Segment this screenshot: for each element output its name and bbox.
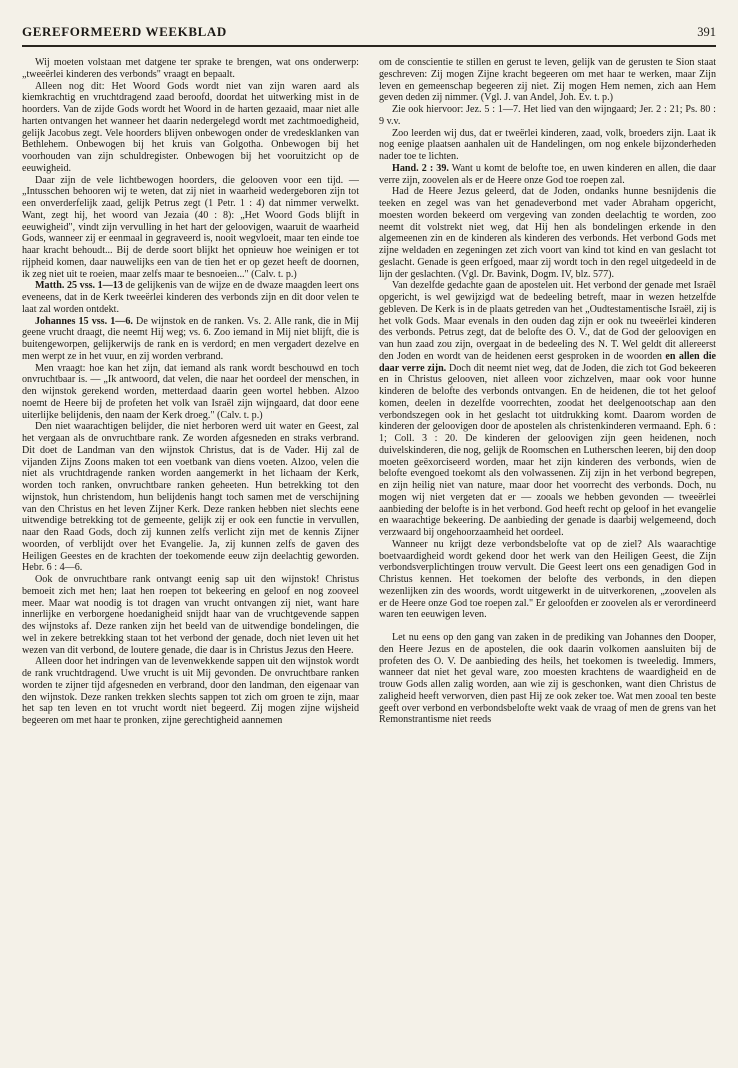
paragraph xyxy=(379,186,716,280)
paragraph xyxy=(22,421,359,574)
paragraph xyxy=(379,57,716,104)
paragraph-text: Want u komt de belofte toe, en uwen kinderen en allen, die daar verre zijn, zoovelen als er de Heere onze God toe roepen zal. xyxy=(379,162,716,186)
paragraph-text: Den niet waarachtigen belijder, die niet herboren werd uit water en Geest, zal het vergaan als de onvruchtbare rank. Ze worden afgesneden en straks verbrand. Dit doet de Landman van den wijnstok Christus, dat is de Vader. Hij zal de vijanden Zijns Zoons maken tot een voetbank van diens voeten. Alzoo, velen die niet als vruchtdragende ranken worden aangemerkt in het lichaam der Kerk, worden toch ranken, onvruchtbare ranken geheeten. Hun betrekking tot den wijnstok, hun christendom, hun belijdenis hangt toch samen met de verschijning van den Christus en het leven Zijner Kerk. Deze ranken hebben niet slechts eene uitwendige betrekking tot de gemeente, gelijk zij er ook een functie in vervullen, naar den Raad Gods, doch zij kunnen zelfs verlicht zijn met de kennis Zijner woorden, of verblijdt over het Evangelie. Ja, zij kunnen zelfs de gaven des Heiligen Geestes en de krachten der toekomende eeuw zijn deelachtig geworden. Hebr. 6 : 4—6. xyxy=(22,421,359,574)
paragraph xyxy=(22,57,359,81)
paragraph xyxy=(22,574,359,656)
paragraph-text: Had de Heere Jezus geleerd, dat de Joden, ondanks hunne besnijdenis die teeken en zegel was van het genadeverbond met vader Abraham opgericht, moesten worden bekeerd om vergeving van zonden deelachtig te worden, zoo neemt dit volstrekt niet weg, dat Hij hen als bondelingen erkende in den algemeenen zin en de kinderen als kinderen des verbonds. Het verbond Gods met zijne weldaden en zegeningen zet zich voort van kind tot kind en van geslacht tot geslacht. Genade is geen erfgoed, maar zij wordt toch in den regel uitgedeeld in de lijn der geslachten. (Vgl. Dr. Bavink, Dogm. IV, blz. 577). xyxy=(379,186,716,280)
scripture-reference: Matth. 25 vss. 1—13 xyxy=(35,280,123,292)
paragraph xyxy=(22,81,359,175)
paragraph xyxy=(22,280,359,315)
paragraph-text: Alleen door het indringen van de levenwekkende sappen uit den wijnstok wordt de rank vruchtdragend. Uwe vrucht is uit Mij gevonden. De onvruchtbare ranken worden te zijner tijd afgesneden en verbrand, door den landman, den eigenaar van den wijnstok. Deze ranken trekken slechts sappen tot zich om groen te zijn, maar het sap ten leven en tot vrucht wordt niet begeerd. Zij mogen zijne wijsheid begeeren om met haar te pronken, zijne gerechtigheid aannemen xyxy=(22,656,359,726)
paragraph-text: Men vraagt: hoe kan het zijn, dat iemand als rank wordt beschouwd en toch onvruchtbaar is. — „Ik antwoord, dat velen, die naar het oordeel der menschen, in den wijnstok gerekend worden, metterdaad daarin geen wortel hebben. Alzoo noemt de Heere bij de profeten het volk van Israël zijn wijngaard, dat door eene uiterlijke belijdenis, den naam der Kerk droeg." (Calv. t. p.) xyxy=(22,362,359,421)
paragraph-text: Doch dit neemt niet weg, dat de Joden, die zich tot God bekeeren en in Christus gelooven, niet alleen voor zichzelven, maar ook voor hunne kinderen de belofte des verbonds ontvangen. En de heidenen, die tot het geloof komen, deelen in dezelfde voorrechten, zoodat het deelgenootschap aan den verbondszegen ook in het geslacht tot uitdrukking komt. Daarom worden de kinderen der geloovigen door de apostelen als christenkinderen vermaand. Eph. 6 : 1; Coll. 3 : 20. De kinderen der geloovigen zijn geen heidenen, noch duivelskinderen, die nog, gelijk de Roomschen en Lutherschen leeren, bij den doop moeten geëxorciseerd worden, maar het zijn kinderen des verbonds, wien de belofte evengoed toekomt als den volwassenen. Zij zijn in het verbond begrepen, en zijn heilig niet van nature, maar door het voorrecht des verbonds. Doch, nu mogen wij niet vergeten dat er — zooals we hebben gevonden — tweeërlei aanbieding der belofte is in het verbond. God heeft recht op geloof in het evangelie en waarachtige bekeering. De aanbieding der genade is daarbij welgemeend, doch verzwaard bij ongehoorzaamheid het oordeel. xyxy=(379,362,716,538)
paragraph xyxy=(379,280,716,539)
scripture-reference: Hand. 2 : 39. xyxy=(392,162,449,174)
header-rule xyxy=(22,45,716,47)
paragraph xyxy=(379,632,716,726)
right-column xyxy=(379,57,716,1063)
paragraph xyxy=(22,363,359,422)
text-columns xyxy=(22,57,716,1063)
paragraph-text: De wijnstok en de ranken. Vs. 2. Alle rank, die in Mij geene vrucht draagt, die neemt Hij weg; vs. 6. Zoo iemand in Mij niet blijft, die is buitengeworpen, gelijkerwijs de rank en is verdord; en men vergadert dezelve en men werpt ze in het vuur, en zij worden verbrand. xyxy=(22,315,359,362)
paragraph-text: Daar zijn de vele lichtbewogen hoorders, die gelooven voor een tijd. — „Intusschen behooren wij te weten, dat zij niet in waarheid wedergeboren zijn tot een onverderfelijk zaad, gelijk Petrus zegt (1 Petr. 1 : 4) dat nimmer verwelkt. Want, zegt hij, het woord van Jezaia (40 : 8): „Het Woord Gods blijft in eeuwigheid", vindt zijn vervulling in het hart der geloovigen, waaruit de waarheid Gods, wanneer zij er eenmaal in gegraveerd is, nooit wegvloeit, maar ten einde toe haar kracht behoudt... Bij de derde soort blijkt het opnieuw hoe weinigen er tot rijpheid komen, daar nauwelijks een van de tien het er op gezet heeft de doornen, ik zeg niet uit te roeien, maar zelfs maar te besnoeien..." (Calv. t. p.) xyxy=(22,174,359,280)
paragraph-text: Zoo leerden wij dus, dat er tweërlei kinderen, zaad, volk, broeders zijn. Laat ik nog eenige plaatsen aanhalen uit de Handelingen, om nog enkele bijzonderheden nader toe te lichten. xyxy=(379,127,716,162)
paragraph-text: Van dezelfde gedachte gaan de apostelen uit. Het verbond der genade met Israël opgericht, is wel gewijzigd wat de bedeeling betreft, maar in wezen hetzelfde gebleven. De Kerk is in de plaats getreden van het „Oudtestamentische Israël, zij is het volk Gods. Maar evenals in den ouden dag zijn er ook nu tweeërlei kinderen des verbonds. Petrus zegt, dat de belofte des O. V., dat de God der geloovigen en van hun zaad zou zijn, overgaat in de bedeeling des N. T. Wel geldt dit allereerst den Joden en wordt van de heidenen eerst gesproken in de woorden xyxy=(379,280,716,362)
paragraph-text: Ook de onvruchtbare rank ontvangt eenig sap uit den wijnstok! Christus bemoeit zich met hen; laat hen roepen tot bekeering en geloof en nog zooveel meer. Maar wat noodig is tot dragen van vrucht ontvangen zij niet, want hare innerlijke en verborgene hoedanigheid snijdt haar van de vruchtgevende sappen des wijnstoks af. Deze ranken zijn het beeld van de uitwendige bondelingen, die wel in zekere betrekking staan tot het verbond der genade, doch niet leven uit het wezen van dit verbond, de loutere genade, die daar is in Christus Jezus den Heere. xyxy=(22,574,359,656)
paragraph xyxy=(22,175,359,281)
scripture-reference: Johannes 15 vss. 1—6. xyxy=(35,315,133,327)
paragraph-text: om de conscientie te stillen en gerust te leven, gelijk van de gerusten te Sion staat geschreven: Zij mogen Zijne kracht begeeren om met haar te werken, maar Zijn leven en gemeenschap begeeren zij niet. Zij mogen Hem nemen, zich aan Hem geven deden zij nimmer. (Vgl. J. van Andel, Joh. Ev. t. p.) xyxy=(379,57,716,104)
paragraph-text: de gelijkenis van de wijze en de dwaze maagden leert ons eveneens, dat in de Kerk tweeërlei kinderen des verbonds zijn en dit door velen te laat zal worden ontdekt. xyxy=(22,280,359,315)
paragraph-text: Wij moeten volstaan met datgene ter sprake te brengen, wat ons onderwerp: „tweeërlei kinderen des verbonds" vraagt en bepaalt. xyxy=(22,57,359,80)
page-number: 391 xyxy=(697,25,716,39)
paragraph-text: Wanneer nu krijgt deze verbondsbelofte vat op de ziel? Als waarachtige boetvaardigheid wordt gekend door het werk van den Heiligen Geest, die Zijn verbondsverplichtingen trouw vervult. Die Geest leert ons een genadigen God in Christus kennen. Het toekomen der belofte des verbonds, in den diepen wezenlijken zin des woords, wordt uitgewerkt in de uitverkorenen, „zoovelen als er de Heere onze God toe roepen zal." Er geloofden er zoovelen als er verordineerd waren ten eeuwigen leven. xyxy=(379,538,716,621)
paragraph xyxy=(379,539,716,621)
journal-title: GEREFORMEERD WEEKBLAD xyxy=(22,24,227,39)
emphasis-text: en allen die daar verre zijn. xyxy=(379,350,716,374)
paragraph xyxy=(22,656,359,727)
paragraph xyxy=(379,163,716,187)
page-header xyxy=(22,24,716,40)
paragraph-text: Let nu eens op den gang van zaken in de prediking van Johannes den Dooper, den Heere Jezus en de apostelen, die ook daarin volkomen aansluiten bij de profeten des O. V. De aanbieding des heils, het toekomen is tweeledig. Immers, wanneer dat niet het geval ware, zoo moesten krachtens de waardigheid en de trouw Gods allen zalig worden, aan wie zij is geschonken, want dien Christus de zaligheid heeft verworven, dien past Hij ze ook zeker toe. Wat men zooal ten beste geeft over verbond en verbondsbelofte wekt vaak de vraag of men de grens van het Remonstrantisme niet reeds xyxy=(379,632,716,726)
paragraph-text: Zie ook hiervoor: Jez. 5 : 1—7. Het lied van den wijngaard; Jer. 2 : 21; Ps. 80 : 9 v.v. xyxy=(379,104,716,127)
paragraph xyxy=(22,316,359,363)
paragraph xyxy=(379,128,716,163)
paragraph-text: Alleen nog dit: Het Woord Gods wordt niet van zijn waren aard als kiemkrachtig en vruchtdragend zaad beroofd, doordat het uitwerking mist in de hoorders. Van de zijde Gods wordt het Woord in de harten gezaaid, maar niet alle harten ontvangen het wanneer het daarin nedergelegd wordt met zachtmoedigheid, gelijk Jacobus zegt. Vele hoorders blijven onbewogen onder de vredesklanken van Bethlehem. Onbewogen bij het kruis van Golgotha. Onbewogen bij het voorhouden van zijn schuldregister. Onbewogen bij het vooruitzicht op de eeuwigheid. xyxy=(22,80,359,174)
paragraph xyxy=(379,104,716,128)
left-column xyxy=(22,57,359,1063)
